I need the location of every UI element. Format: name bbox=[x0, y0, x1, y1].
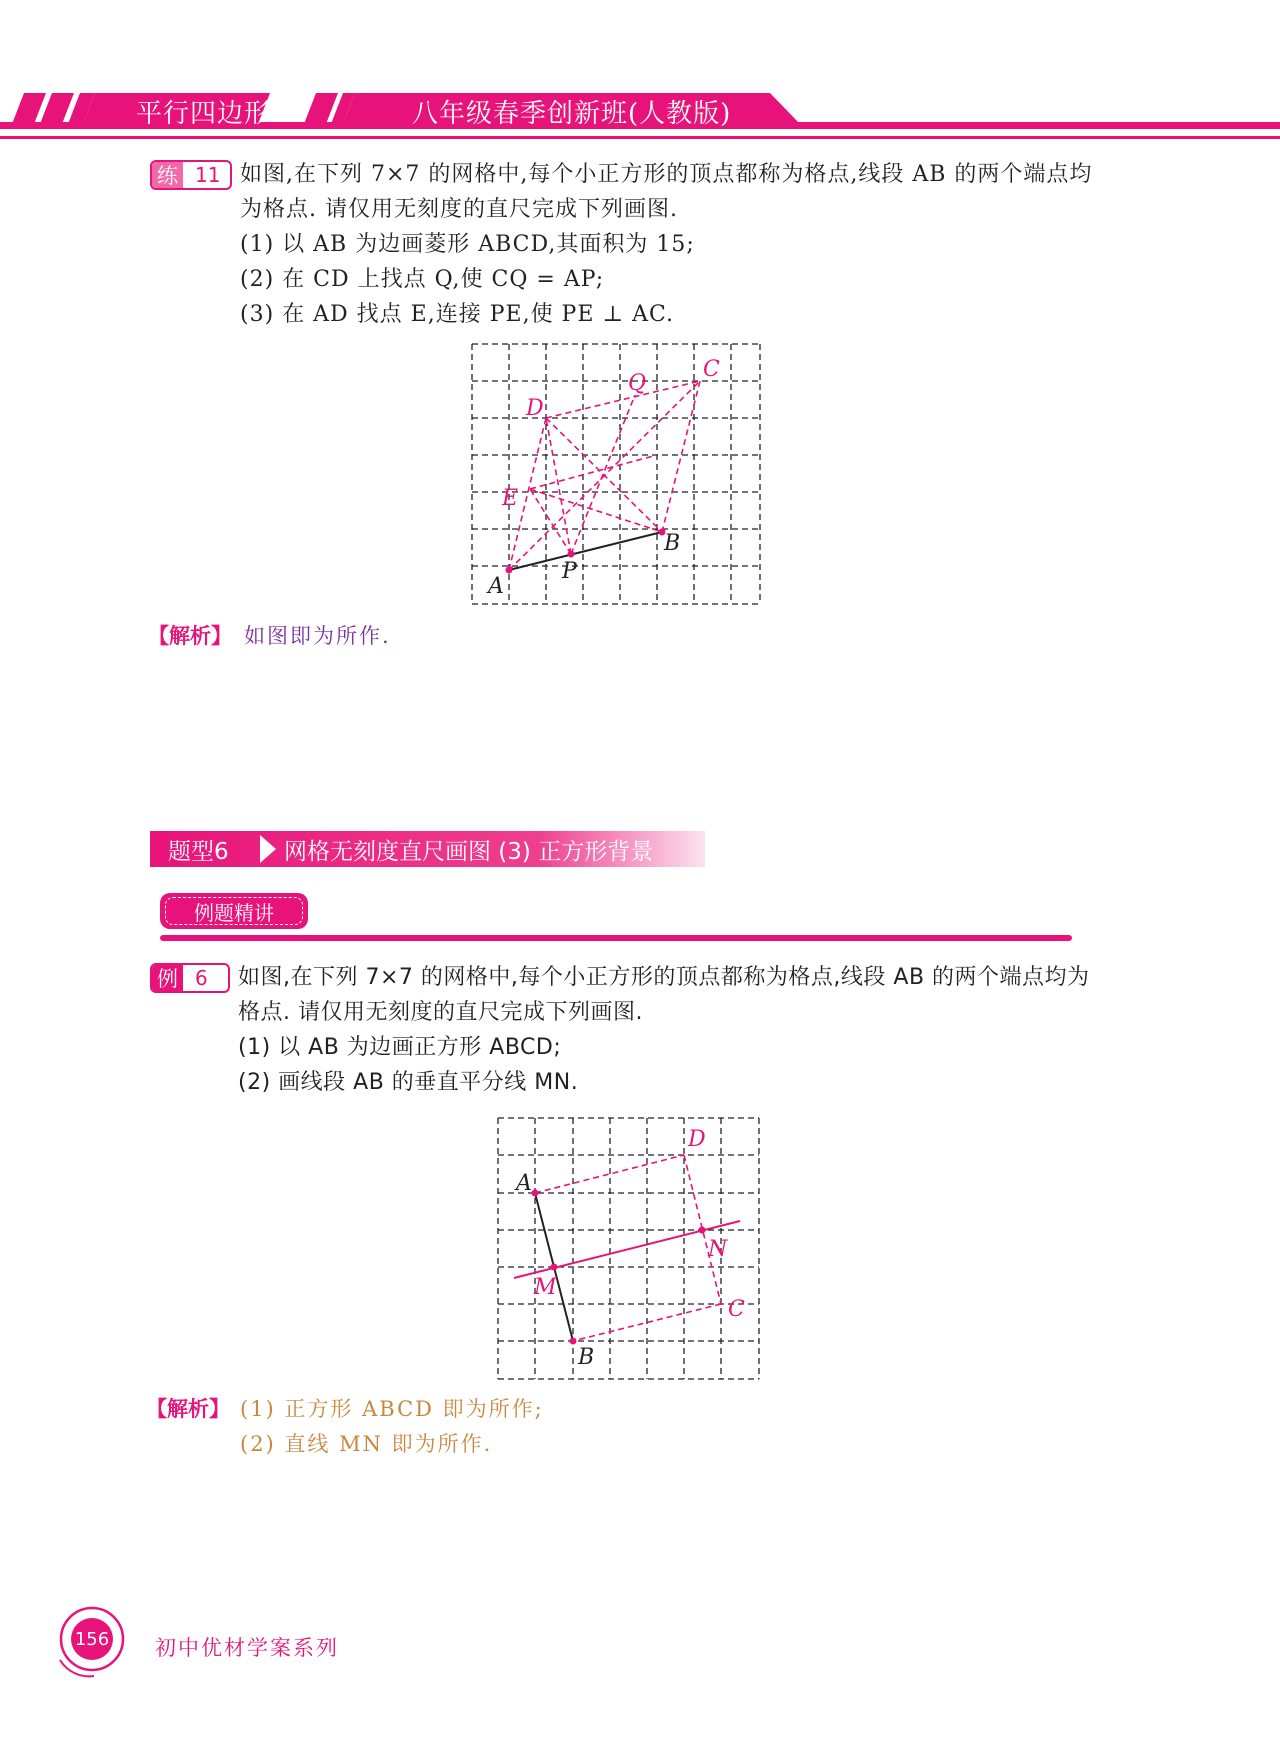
page-number: 156 bbox=[71, 1618, 113, 1660]
fig1-label-A: A bbox=[488, 574, 504, 599]
example-analysis-line-2: (2) 直线 MN 即为所作. bbox=[240, 1432, 493, 1456]
example-analysis-label: 【解析】 bbox=[146, 1397, 230, 1421]
example-line-2: 格点. 请仅用无刻度的直尺完成下列画图. bbox=[238, 1000, 643, 1025]
example-item-2: (2) 画线段 AB 的垂直平分线 MN. bbox=[238, 1070, 579, 1095]
example-analysis-line-1: (1) 正方形 ABCD 即为所作; bbox=[240, 1397, 544, 1421]
example-badge bbox=[150, 963, 230, 993]
practice-question bbox=[240, 157, 1120, 332]
chapter-title: 平行四边形 bbox=[136, 99, 272, 129]
practice-badge bbox=[150, 160, 232, 190]
book-title: 八年级春季创新班(人教版) bbox=[412, 99, 732, 129]
header-rule-thin bbox=[0, 136, 1280, 139]
example-analysis bbox=[146, 1392, 544, 1462]
arrow-right-icon bbox=[260, 835, 276, 863]
fig2-label-N: N bbox=[708, 1237, 728, 1262]
example-badge-number: 6 bbox=[195, 966, 208, 990]
example-tab-label: 例题精讲 bbox=[165, 897, 303, 925]
question-type-bar bbox=[150, 831, 705, 867]
practice-badge-label: 练 bbox=[152, 162, 183, 188]
practice-line-2: 为格点. 请仅用无刻度的直尺完成下列画图. bbox=[240, 197, 678, 222]
practice-figure bbox=[470, 342, 770, 612]
question-type-label: 题型6 bbox=[168, 838, 229, 865]
practice-analysis-label: 【解析】 bbox=[148, 624, 232, 648]
fig2-label-A: A bbox=[516, 1171, 532, 1196]
example-tab bbox=[160, 893, 308, 929]
series-title: 初中优材学案系列 bbox=[155, 1636, 339, 1660]
practice-analysis-text: 如图即为所作. bbox=[244, 624, 391, 648]
practice-item-3: (3) 在 AD 找点 E,连接 PE,使 PE ⊥ AC. bbox=[240, 302, 675, 327]
example-figure bbox=[494, 1114, 766, 1386]
example-badge-label: 例 bbox=[152, 965, 183, 991]
practice-line-1: 如图,在下列 7×7 的网格中,每个小正方形的顶点都称为格点,线段 AB 的两个端点均 bbox=[240, 162, 1093, 187]
example-tab-rule bbox=[160, 935, 1072, 941]
fig2-label-C: C bbox=[728, 1297, 745, 1322]
fig2-label-D: D bbox=[688, 1127, 706, 1152]
fig1-label-B: B bbox=[664, 531, 681, 556]
example-question bbox=[238, 960, 1138, 1100]
practice-item-2: (2) 在 CD 上找点 Q,使 CQ = AP; bbox=[240, 267, 605, 292]
fig1-label-P: P bbox=[562, 559, 577, 584]
fig1-label-Q: Q bbox=[628, 371, 647, 396]
example-item-1: (1) 以 AB 为边画正方形 ABCD; bbox=[238, 1035, 562, 1060]
fig1-label-D: D bbox=[526, 396, 544, 421]
practice-item-1: (1) 以 AB 为边画菱形 ABCD,其面积为 15; bbox=[240, 232, 695, 257]
practice-analysis bbox=[148, 620, 391, 650]
practice-badge-number: 11 bbox=[195, 163, 221, 187]
fig1-label-C: C bbox=[703, 357, 720, 382]
fig2-label-M: M bbox=[534, 1275, 557, 1300]
example-line-1: 如图,在下列 7×7 的网格中,每个小正方形的顶点都称为格点,线段 AB 的两个端点均为 bbox=[238, 965, 1090, 990]
fig2-label-B: B bbox=[578, 1345, 595, 1370]
fig1-label-E: E bbox=[502, 486, 519, 511]
question-type-title: 网格无刻度直尺画图 (3) 正方形背景 bbox=[284, 838, 654, 865]
